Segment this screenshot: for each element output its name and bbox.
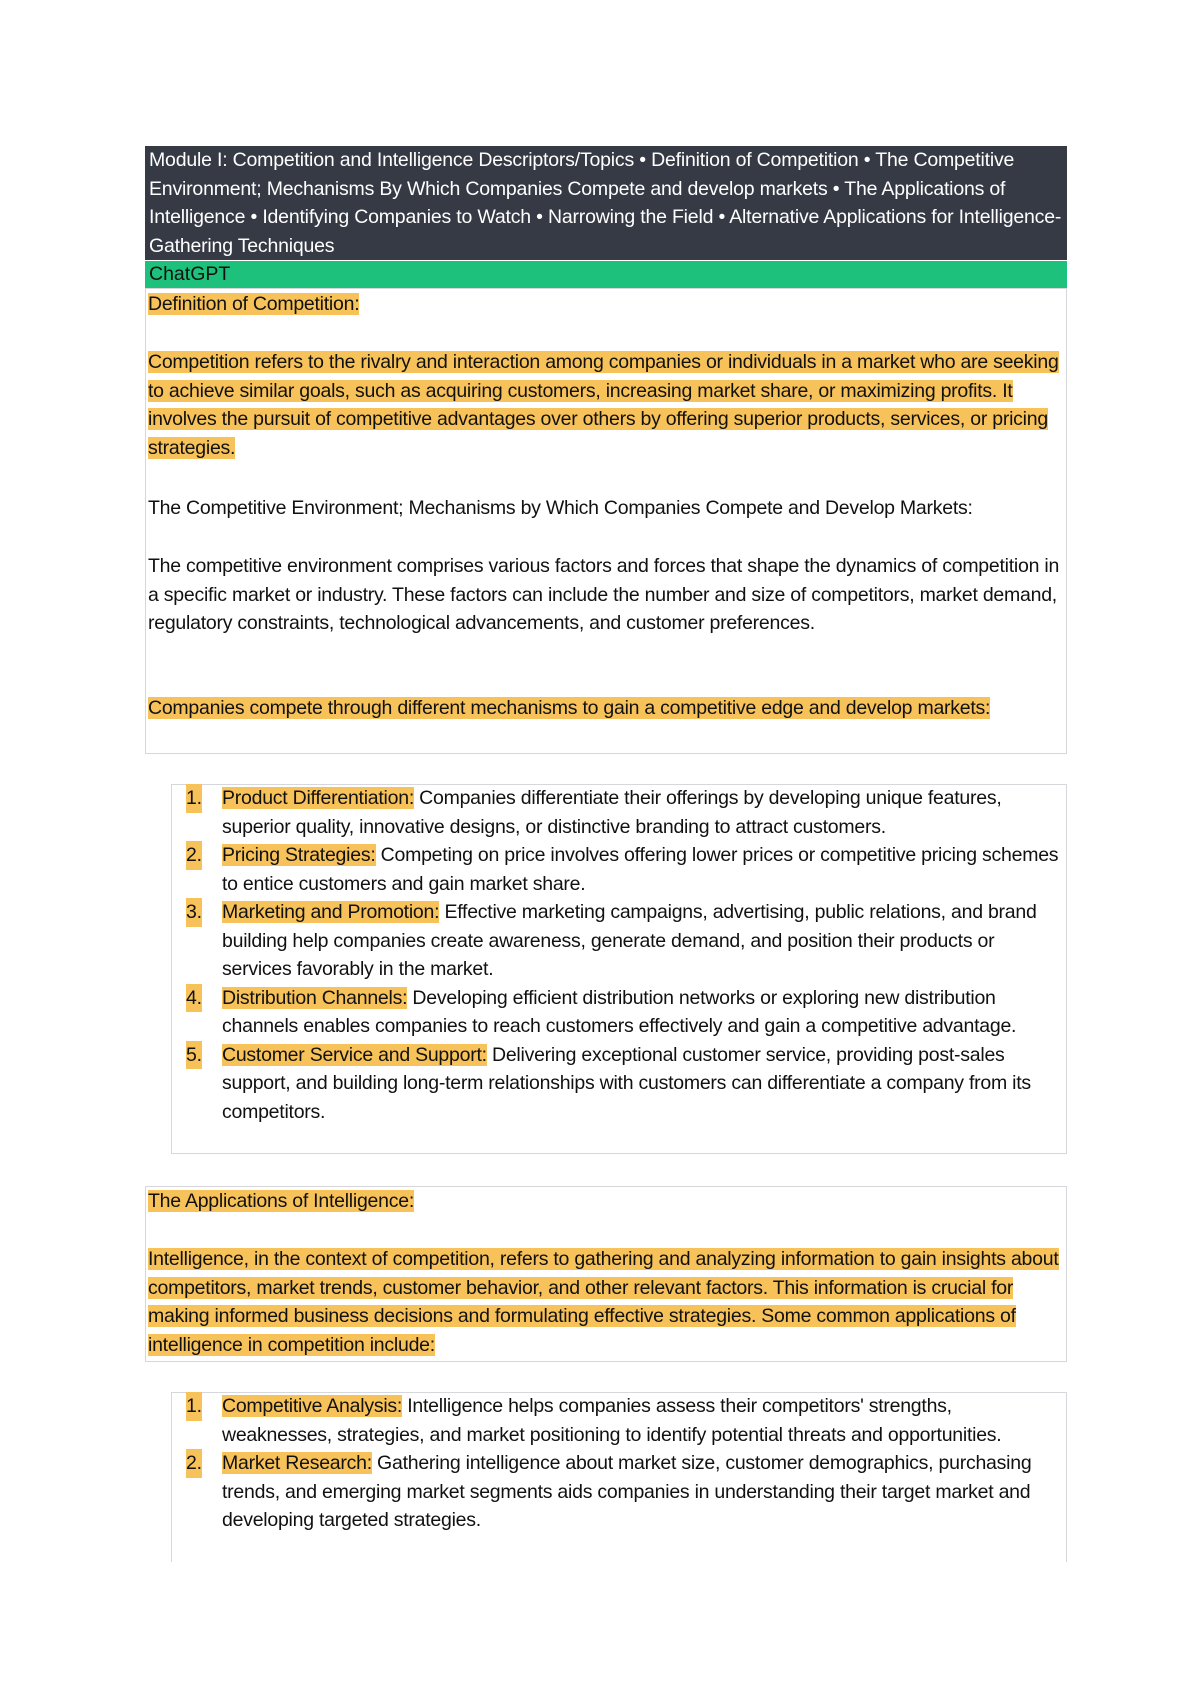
list-term: Marketing and Promotion: — [222, 901, 440, 923]
list-number: 5. — [186, 1041, 202, 1070]
module-header — [145, 146, 1067, 260]
list-item — [172, 1449, 1064, 1535]
list-item — [172, 784, 1064, 841]
source-label-bar — [145, 261, 1067, 288]
list-description: Companies differentiate their offerings by developing unique features, superior quality, innovative designs, or distinctive branding to attract customers. — [222, 787, 1002, 838]
list-item — [172, 1041, 1064, 1127]
list-number: 2. — [186, 1449, 202, 1478]
mechanisms-intro-block — [148, 694, 1064, 723]
intelligence-paragraph: Intelligence, in the context of competition, refers to gathering and analyzing information to gain insights about competitors, market trends, customer behavior, and other relevant factors. This information is crucial for making informed business decisions and formulating effective strategies. Some common applications of intelligence in competition include: — [148, 1248, 1059, 1356]
mechanisms-intro: Companies compete through different mechanisms to gain a competitive edge and develop markets: — [148, 697, 991, 719]
list-term: Competitive Analysis: — [222, 1395, 403, 1417]
list-item — [172, 898, 1064, 984]
list-description: Effective marketing campaigns, advertising, public relations, and brand building help companies create awareness, generate demand, and position their products or services favorably in the market. — [222, 901, 1037, 980]
applications-list — [172, 1392, 1064, 1535]
environment-paragraph: The competitive environment comprises various factors and forces that shape the dynamics of competition in a specific market or industry. These factors can include the number and size of competitors, market demand, regulatory constraints, technological advancements, and customer preferences. — [148, 555, 1060, 634]
environment-heading: The Competitive Environment; Mechanisms by Which Companies Compete and Develop Markets: — [148, 497, 973, 519]
list-item — [172, 1392, 1064, 1449]
list-description: Gathering intelligence about market size, customer demographics, purchasing trends, and emerging market segments aids companies in understanding their target market and developing targeted strategies. — [222, 1452, 1032, 1531]
list-description: Developing efficient distribution networks or exploring new distribution channels enables companies to reach customers effectively and gain a competitive advantage. — [222, 986, 1017, 1037]
intelligence-heading: The Applications of Intelligence: — [148, 1190, 415, 1212]
list-number: 1. — [186, 784, 202, 813]
list-number: 3. — [186, 898, 202, 927]
definition-heading: Definition of Competition: — [148, 293, 360, 315]
definition-paragraph-block — [148, 348, 1064, 462]
list-number: 1. — [186, 1392, 202, 1421]
list-description: Intelligence helps companies assess their competitors' strengths, weaknesses, strategies, and market positioning to identify potential threats and opportunities. — [222, 1395, 1002, 1446]
list-description: Delivering exceptional customer service, providing post-sales support, and building long-term relationships with customers can differentiate a company from its competitors. — [222, 1043, 1031, 1123]
list-term: Pricing Strategies: — [222, 844, 376, 866]
definition-heading-block — [148, 290, 1064, 319]
list-number: 2. — [186, 841, 202, 870]
source-label: ChatGPT — [149, 263, 231, 285]
intelligence-heading-block — [148, 1187, 1064, 1216]
list-term: Distribution Channels: — [222, 986, 408, 1009]
definition-paragraph: Competition refers to the rivalry and interaction among companies or individuals in a market who are seeking to achieve similar goals, such as acquiring customers, increasing market share, or maximizing profits. It involves the pursuit of competitive advantages over others by offering superior products, services, or pricing strategies. — [148, 351, 1059, 459]
module-title: Module I: Competition and Intelligence Descriptors/Topics • Definition of Competition • The Competitive Environment; Mechanisms By Which Companies Compete and develop markets • The Applications of Intelligence • Identifying Companies to Watch • Narrowing the Field • Alternative Applications for Intelligence-Gathering Techniques — [149, 149, 1062, 257]
mechanisms-list — [172, 784, 1064, 1126]
list-number: 4. — [186, 984, 202, 1013]
list-term: Product Differentiation: — [222, 787, 414, 809]
list-item — [172, 984, 1064, 1041]
list-item — [172, 841, 1064, 898]
list-description: Competing on price involves offering lower prices or competitive pricing schemes to entice customers and gain market share. — [222, 844, 1059, 895]
list-term: Customer Service and Support: — [222, 1043, 487, 1066]
intelligence-paragraph-block — [148, 1245, 1064, 1359]
list-term: Market Research: — [222, 1452, 372, 1474]
